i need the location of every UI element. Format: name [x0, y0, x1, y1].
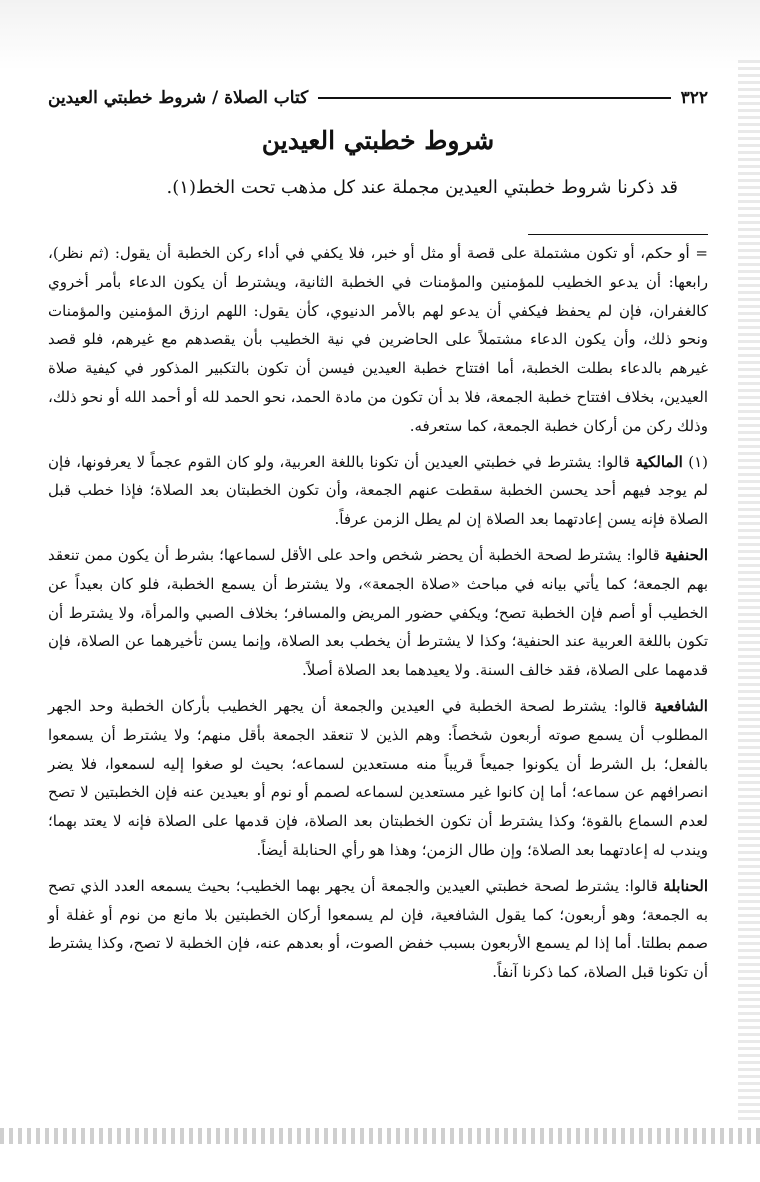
- footnote-separator: [528, 234, 708, 235]
- school-name-maliki: المالكية: [635, 452, 683, 471]
- scan-top-edge: [0, 0, 760, 70]
- hanbali-text: قالوا: يشترط لصحة خطبتي العيدين والجمعة أن يجهر بهما الخطيب؛ بحيث يسمعه العدد الذي تصح به الجمعة؛ وهو أربعون؛ كما يقول الشافعية، فإن لم يسمعوا أركان الخطبتين بلا مانع من نوم أو غفلة أو صمم بطلتا. أما إذا لم يسمع الأربعون بسبب خفض الصوت، أو بعدهم عنه، فإن الخطبة لا تصح، وكذا يشترط أن تكونا قبل الصلاة، كما ذكرنا آنفاً.: [48, 876, 708, 982]
- school-name-hanbali: الحنابلة: [663, 876, 708, 895]
- footnote-maliki: [48, 448, 708, 534]
- maliki-text: قالوا: يشترط في خطبتي العيدين أن تكونا باللغة العربية، ولو كان القوم عجماً لا يعرفونها، فإن لم يوجد فيهم أحد يحسن الخطبة سقطت عنهم الجمعة، وأن تكون الخطبتان بعد الصلاة؛ فإذا خطب قبل الصلاة فإنه يسن إعادتهما بعد الصلاة إن لم يطل الزمن عرفاً.: [48, 452, 708, 529]
- footnote-marker: (١): [688, 452, 708, 471]
- page-content: [48, 84, 708, 994]
- footnote-continuation: = أو حكم، أو تكون مشتملة على قصة أو مثل أو خبر، فلا يكفي في أداء ركن الخطبة أن يقول: (ثم نظر)، رابعها: أن يدعو الخطيب للمؤمنين والمؤمنات في الخطبة الثانية، ويشترط أن يكون الدعاء بأمر أخروي كالغفران، فإن لم يحفظ فيكفي أن يدعو لهم بالأمر الدنيوي، كأن يقول: اللهم ارزق المؤمنين والمؤمنات ونحو ذلك، وأن يكون الدعاء مشتملاً على الحاضرين في نية الخطيب بأن يقصدهم مع غيرهم، فلو قصد غيرهم بالدعاء بطلت الخطبة، أما افتتاح خطبة العيدين فيسن أن تكون بالتكبير المذكور في كيفية صلاة العيدين، بخلاف افتتاح خطبة الجمعة، فلا بد أن تكون من مادة الحمد، نحو الحمد لله أو أحمد الله أو نحو ذلك، وذلك ركن من أركان خطبة الجمعة، كما ستعرفه.: [48, 244, 708, 435]
- running-title: كتاب الصلاة / شروط خطبتي العيدين: [48, 88, 309, 108]
- section-title: شروط خطبتي العيدين: [261, 126, 495, 155]
- scan-right-edge: [738, 60, 760, 1120]
- scan-bottom-edge: [0, 1128, 760, 1144]
- footnote-hanbali: [48, 872, 708, 987]
- running-header: [48, 84, 708, 112]
- school-name-hanafi: الحنفية: [664, 545, 708, 564]
- hanafi-text: قالوا: يشترط لصحة الخطبة أن يحضر شخص واحد على الأقل لسماعها؛ بشرط أن يكون ممن تنعقد بهم الجمعة؛ كما يأتي بيانه في مباحث «صلاة الجمعة»، ولا يشترط أن يسمع الخطبة، فلو كان بعيداً عن الخطيب أو أصم فإن الخطبة تصح؛ ويكفي حضور المريض والمسافر؛ بخلاف الصبي والمرأة، ولا يشترط أن تكون باللغة العربية عند الحنفية؛ وكذا لا يشترط أن يخطب بعد الصلاة، وإنما يسن تأخيرهما عن الصلاة، فإن قدمهما على الصلاة، فقد خالف السنة. ولا يعيدهما بعد الصلاة أصلاً.: [48, 545, 708, 680]
- page-number: ٣٢٢: [680, 88, 708, 108]
- header-rule: [318, 97, 670, 99]
- footnote-hanafi: [48, 541, 708, 685]
- school-name-shafii: الشافعية: [654, 696, 708, 715]
- shafii-text: قالوا: يشترط لصحة الخطبة في العيدين والجمعة أن يجهر الخطيب بأركان الخطبة وحد الجهر المطلوب أن يسمع صوته أربعون شخصاً: وهم الذين لا تنعقد الجمعة بأقل منهم؛ ولا يشترط أن يسمعوا بالفعل؛ بل الشرط أن يكونوا جميعاً قريباً منه مستعدين لسماعه؛ بحيث لو صغوا إليه لسمعوا، فلا يضر انصرافهم عن سماعه؛ أما إن كانوا غير مستعدين لسماعه لصمم أو نوم أو بعيدين عنه فإن الخطبتين لا تصح لعدم السماع بالقوة؛ وكذا يشترط أن تكون الخطبتان بعد الصلاة، فإن قدمها على الصلاة فإنه لا يعتد بهما؛ ويندب له إعادتهما بعد الصلاة؛ وإن طال الزمن؛ وهذا هو رأي الحنابلة أيضاً.: [48, 696, 708, 859]
- intro-paragraph: قد ذكرنا شروط خطبتي العيدين مجملة عند كل مذهب تحت الخط(١).: [166, 177, 678, 198]
- footnote-shafii: [48, 692, 708, 865]
